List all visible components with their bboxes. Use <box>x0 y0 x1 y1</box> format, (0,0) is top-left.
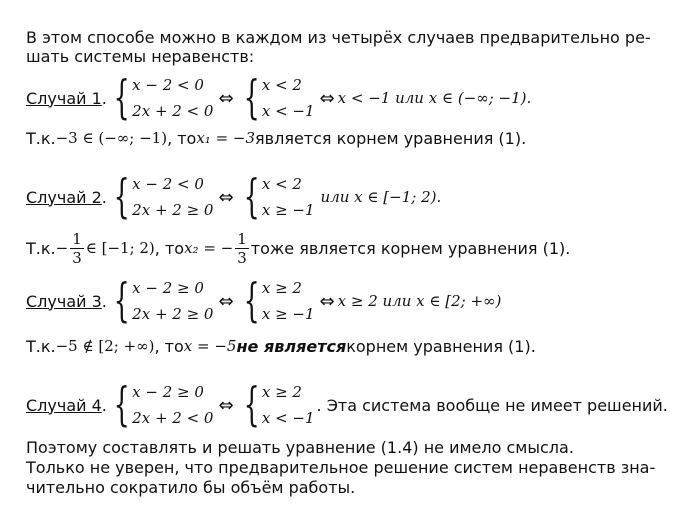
case-4-a-line-2: 2x + 2 < 0 <box>132 409 214 427</box>
note-2-fraction-2 <box>235 230 249 267</box>
case-4-b-line-1: x ≥ 2 <box>261 383 302 401</box>
case-3-b-line-1: x ≥ 2 <box>261 279 302 297</box>
case-2-system-b <box>239 169 315 223</box>
equivalence-symbol: ⇔ <box>218 394 234 416</box>
case-2-a-line-1: x − 2 < 0 <box>132 175 204 193</box>
case-1 <box>26 70 532 124</box>
note-3-emphasis: не является <box>236 336 347 356</box>
case-4-b-line-2: x < −1 <box>261 409 315 427</box>
case-1-system-a <box>109 70 214 124</box>
note-3-mid: , то <box>154 336 184 356</box>
case-2 <box>26 169 442 223</box>
case-2-label: Случай 2 <box>26 187 102 207</box>
case-4-result: . Эта система вообще не имеет решений. <box>316 395 668 415</box>
outro-line-2: Только не уверен, что предварительное решение систем неравенств зна- <box>26 458 656 477</box>
note-2-mid: , то <box>154 238 185 258</box>
case-2-b-line-2: x ≥ −1 <box>261 201 315 219</box>
outro-line-3: чительно сократило бы объём работы. <box>26 478 356 497</box>
fraction-numerator: 1 <box>72 229 82 248</box>
case-1-period: . <box>101 88 107 108</box>
fraction-denominator: 3 <box>72 248 82 267</box>
case-4-period: . <box>101 395 107 415</box>
note-3-suffix: корнем уравнения (1). <box>346 336 536 356</box>
case-1-result: x < −1 или x ∈ (−∞; −1). <box>337 89 532 107</box>
note-3-prefix: Т.к. <box>26 336 56 356</box>
outro-line-1: Поэтому составлять и решать уравнение (1.4) не имело смысла. <box>26 438 574 457</box>
case-3-system-a <box>109 273 214 327</box>
equivalence-symbol: ⇔ <box>218 290 234 312</box>
case-2-system-a <box>109 169 214 223</box>
note-3-math-2: x = −5 <box>183 337 237 355</box>
note-1-math-1: −3 ∈ (−∞; −1) <box>55 129 168 147</box>
note-2-suffix: тоже является корнем уравнения (1). <box>250 238 571 258</box>
left-brace-icon: { <box>243 169 260 223</box>
note-2 <box>26 228 570 268</box>
note-2-math-2: x₂ = − <box>184 239 234 257</box>
case-4-system-b <box>239 377 315 431</box>
case-4-label: Случай 4 <box>26 395 102 415</box>
note-2-prefix: Т.к. <box>26 238 56 258</box>
equivalence-symbol: ⇔ <box>319 87 335 109</box>
case-4-a-line-1: x − 2 ≥ 0 <box>132 383 204 401</box>
case-3-label: Случай 3 <box>26 291 102 311</box>
fraction-numerator: 1 <box>237 229 247 248</box>
left-brace-icon: { <box>113 70 130 124</box>
left-brace-icon: { <box>113 377 130 431</box>
case-4-system-a <box>109 377 214 431</box>
note-1-prefix: Т.к. <box>26 128 56 148</box>
case-2-period: . <box>101 187 107 207</box>
note-1-mid: , то <box>167 128 197 148</box>
case-3-result: x ≥ 2 или x ∈ [2; +∞) <box>337 292 502 310</box>
left-brace-icon: { <box>113 169 130 223</box>
case-2-result: или x ∈ [−1; 2). <box>320 188 442 206</box>
case-3-a-line-1: x − 2 ≥ 0 <box>132 279 204 297</box>
case-1-system-b <box>239 70 315 124</box>
case-3-a-line-2: 2x + 2 ≥ 0 <box>132 305 214 323</box>
case-4 <box>26 377 668 431</box>
case-1-b-line-2: x < −1 <box>261 102 315 120</box>
note-1-math-2: x₁ = −3 <box>196 129 256 147</box>
note-2-math-1: ∈ [−1; 2) <box>85 239 155 257</box>
intro-line-2: шать системы неравенств: <box>26 47 255 66</box>
equivalence-symbol: ⇔ <box>319 290 335 312</box>
case-1-a-line-1: x − 2 < 0 <box>132 76 204 94</box>
equivalence-symbol: ⇔ <box>218 186 234 208</box>
left-brace-icon: { <box>243 273 260 327</box>
note-2-fraction-1 <box>70 230 84 267</box>
left-brace-icon: { <box>243 70 260 124</box>
case-3-system-b <box>239 273 315 327</box>
case-3 <box>26 273 502 327</box>
case-1-label: Случай 1 <box>26 88 102 108</box>
case-3-b-line-2: x ≥ −1 <box>261 305 315 323</box>
left-brace-icon: { <box>113 273 130 327</box>
case-3-period: . <box>101 291 107 311</box>
case-1-b-line-1: x < 2 <box>261 76 302 94</box>
note-2-sign: − <box>55 239 69 257</box>
case-2-a-line-2: 2x + 2 ≥ 0 <box>132 201 214 219</box>
case-2-b-line-1: x < 2 <box>261 175 302 193</box>
note-1 <box>26 126 526 150</box>
note-3-math-1: −5 ∉ [2; +∞) <box>55 337 155 355</box>
note-3 <box>26 334 536 358</box>
equivalence-symbol: ⇔ <box>218 87 234 109</box>
fraction-denominator: 3 <box>237 248 247 267</box>
intro-line-1: В этом способе можно в каждом из четырёх случаев предварительно ре- <box>26 28 651 47</box>
case-1-a-line-2: 2x + 2 < 0 <box>132 102 214 120</box>
note-1-suffix: является корнем уравнения (1). <box>255 128 527 148</box>
left-brace-icon: { <box>243 377 260 431</box>
